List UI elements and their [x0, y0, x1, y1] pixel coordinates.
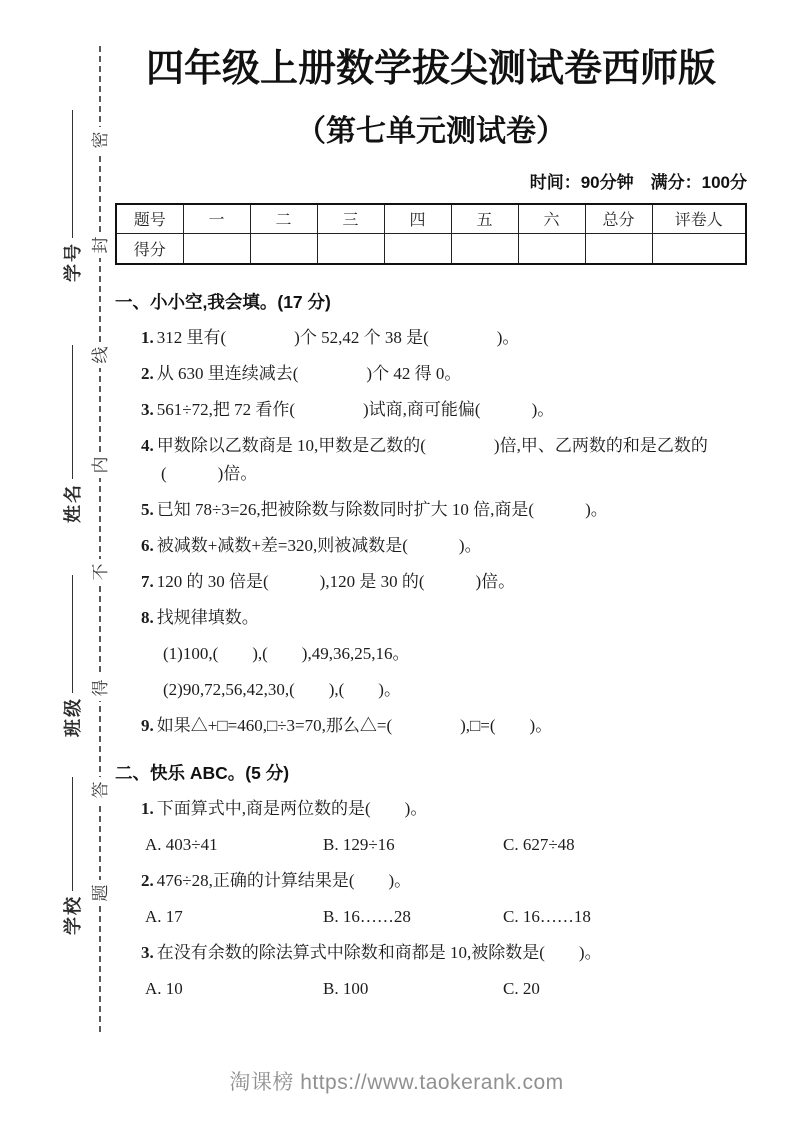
question-text: 找规律填数。: [156, 608, 259, 628]
student-number-field: [59, 110, 85, 282]
fill-question-3: [115, 399, 747, 422]
question-number: 2.: [141, 870, 154, 890]
option-b: B. 129÷16: [323, 834, 395, 854]
student-number-blank-line: [72, 110, 73, 238]
fill-question-7: [115, 571, 747, 594]
name-blank-line: [72, 345, 73, 479]
score-table-body-row: [116, 234, 746, 264]
score-empty-cell: [317, 234, 384, 264]
option-b: B. 16……28: [323, 906, 411, 926]
seal-text-char: 内: [88, 452, 114, 478]
question-number: 9.: [141, 716, 154, 735]
choice-question-1-options: [115, 834, 747, 857]
score-empty-cell: [518, 234, 585, 264]
option-c: C. 627÷48: [503, 834, 575, 854]
seal-text-char: 题: [88, 880, 114, 906]
option-c: C. 16……18: [503, 906, 591, 926]
class-label: 班级: [63, 697, 83, 737]
class-field: [59, 575, 85, 737]
fill-question-1: [115, 327, 747, 350]
school-blank-line: [72, 777, 73, 891]
seal-text-char: 不: [88, 559, 114, 585]
score-header-cell: 三: [317, 204, 384, 234]
question-number: 2.: [141, 363, 154, 383]
score-empty-cell: [585, 234, 652, 264]
score-empty-cell: [183, 234, 250, 264]
score-empty-cell: [250, 234, 317, 264]
page-title: 四年级上册数学拔尖测试卷西师版: [145, 48, 716, 90]
school-label: 学校: [63, 895, 83, 935]
section-2-heading: 二、快乐 ABC。(5 分): [115, 762, 290, 783]
option-a: A. 10: [145, 978, 183, 998]
score-header-cell: 五: [451, 204, 518, 234]
score-header-cell: 四: [384, 204, 451, 234]
fill-question-4: [115, 435, 747, 458]
fill-question-5: [115, 499, 747, 522]
choice-question-3: [115, 942, 747, 965]
question-text: 在没有余数的除法算式中除数和商都是 10,被除数是( )。: [156, 942, 602, 962]
option-a: A. 17: [145, 906, 183, 926]
seal-text-char: 线: [88, 342, 114, 368]
student-number-label: 学号: [63, 242, 83, 282]
score-header-cell: 题号: [116, 204, 183, 234]
question-text: 已知 78÷3=26,把被除数与除数同时扩大 10 倍,商是( )。: [156, 500, 608, 520]
question-number: 6.: [141, 536, 154, 556]
question-number: 1.: [141, 327, 154, 347]
choice-question-2: [115, 870, 747, 893]
score-header-cell: 六: [518, 204, 585, 234]
question-number: 3.: [141, 399, 154, 419]
fill-question-6: [115, 535, 747, 558]
page-subtitle: （第七单元测试卷）: [296, 114, 566, 148]
score-header-cell: 评卷人: [652, 204, 746, 234]
seal-text-char: 得: [88, 675, 114, 701]
score-header-cell: 一: [183, 204, 250, 234]
seal-text-char: 封: [88, 232, 114, 258]
fill-question-8: [115, 607, 747, 630]
question-text: 476÷28,正确的计算结果是( )。: [156, 870, 412, 890]
fill-question-2: [115, 363, 747, 386]
fill-question-9: [115, 715, 747, 738]
paper-content: [115, 0, 747, 1001]
score-row-label: 得分: [116, 234, 183, 264]
class-blank-line: [72, 575, 73, 693]
question-number: 3.: [141, 942, 154, 962]
score-header-cell: 二: [250, 204, 317, 234]
question-text: 被减数+减数+差=320,则被减数是( )。: [156, 536, 482, 556]
fill-question-8-sub-1: (1)100,( ),( ),49,36,25,16。: [163, 644, 410, 664]
fill-question-8-sub-2: (2)90,72,56,42,30,( ),( )。: [163, 680, 401, 700]
score-empty-cell: [384, 234, 451, 264]
score-table: [115, 203, 747, 265]
score-empty-cell: [451, 234, 518, 264]
school-field: [59, 777, 85, 935]
question-text: 561÷72,把 72 看作( )试商,商可能偏( )。: [156, 399, 555, 419]
fill-question-4-continuation: ( )倍。: [161, 464, 258, 484]
question-number: 7.: [141, 572, 154, 592]
score-table-header-row: [116, 204, 746, 234]
name-label: 姓名: [63, 483, 83, 523]
question-text: 下面算式中,商是两位数的是( )。: [156, 798, 428, 818]
question-text: 甲数除以乙数商是 10,甲数是乙数的( )倍,甲、乙两数的和是乙数的: [156, 435, 708, 455]
question-number: 1.: [141, 798, 154, 818]
option-c: C. 20: [503, 978, 540, 998]
choice-question-1: [115, 798, 747, 821]
question-number: 5.: [141, 500, 154, 520]
score-empty-cell: [652, 234, 746, 264]
question-text: 312 里有( )个 52,42 个 38 是( )。: [156, 327, 520, 347]
question-text: 如果△+□=460,□÷3=70,那么△=( ),□=( )。: [156, 716, 553, 735]
score-header-cell: 总分: [585, 204, 652, 234]
seal-text-char: 密: [88, 127, 114, 153]
choice-question-2-options: [115, 906, 747, 929]
footer-watermark-link[interactable]: 淘课榜 https://www.taokerank.com: [229, 1071, 564, 1094]
seal-text-char: 答: [88, 777, 114, 803]
choice-question-3-options: [115, 978, 747, 1001]
question-text: 120 的 30 倍是( ),120 是 30 的( )倍。: [156, 572, 516, 592]
name-field: [59, 345, 85, 523]
option-b: B. 100: [323, 978, 369, 998]
question-number: 4.: [141, 435, 154, 455]
option-a: A. 403÷41: [145, 834, 218, 854]
section-1-heading: 一、小小空,我会填。(17 分): [115, 291, 331, 312]
question-number: 8.: [141, 608, 154, 628]
exam-time-score-info: 时间：90分钟 满分：100分: [529, 172, 747, 192]
question-text: 从 630 里连续减去( )个 42 得 0。: [156, 363, 462, 383]
